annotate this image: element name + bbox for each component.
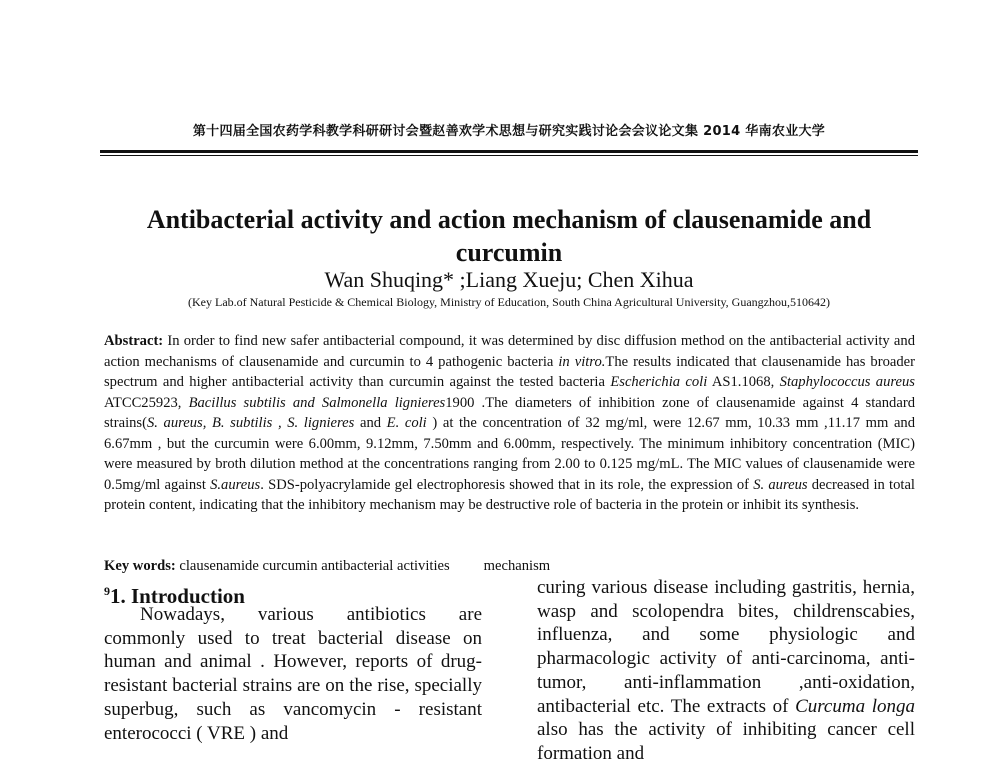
species-name: S. aureus, B. subtilis , S. lignieres xyxy=(146,415,355,431)
abstract xyxy=(104,331,915,516)
intro-paragraph xyxy=(537,576,915,766)
paper-authors: Wan Shuqing* ;Liang Xueju; Chen Xihua xyxy=(324,267,694,292)
abstract-text: In order to find new safer antibacterial compound, it was determined by disc diffusion method on the antibacterial activity and action mechanisms of clausenamide and curcumin to 4 pathogenic bacteria xyxy=(104,333,915,370)
intro-text: also has the activity of inhibiting cancer cell formation and xyxy=(537,719,915,764)
paper-affiliation: (Key Lab.of Natural Pesticide & Chemical Biology, Ministry of Education, South China Agricultural University, Guangzhou,510642) xyxy=(188,295,830,309)
abstract-label: Abstract: xyxy=(104,333,164,349)
intro-text: curing various disease including gastritis, hernia, wasp and scolopendra bites, childrenscabies, influenza, and some physiologic and pharmacologic activity of anti-carcinoma, anti-tumor, anti-inflammation ,anti-oxidation, antibacterial etc. The extracts of xyxy=(537,577,915,717)
abstract-text: The results indicated that clausenamide has broader spectrum and higher antibacterial activity than curcumin against the tested bacteria xyxy=(104,353,915,390)
abstract-text: ATCC25923, xyxy=(104,394,189,411)
keywords-text: clausenamide curcumin antibacterial activities xyxy=(175,558,450,574)
paper-title: Antibacterial activity and action mechanism of clausenamide and curcumin xyxy=(146,205,872,267)
running-header: 第十四届全国农药学科教学科研研讨会暨赵善欢学术思想与研究实践讨论会会议论文集 2014 华南农业大学 xyxy=(192,124,826,139)
species-name: Curcuma longa xyxy=(795,695,915,717)
species-name: Salmonella lignieres xyxy=(321,394,446,411)
abstract-text: decreased in total protein content, indicating that the inhibitory mechanism may be destructive role of bacteria in the protein or inhibit its synthesis. xyxy=(104,476,915,513)
header-rule-thick xyxy=(100,150,918,153)
column-right xyxy=(537,576,915,766)
abstract-text: . SDS-polyacrylamide gel electrophoresis showed that in its role, the expression of xyxy=(260,476,754,493)
column-left xyxy=(104,603,482,745)
keywords-text: mechanism xyxy=(483,558,551,574)
species-name: Escherichia coli xyxy=(610,374,708,390)
species-name: Bacillus subtilis xyxy=(188,394,286,411)
abstract-text: 1900 .The diameters of inhibition zone of clausenamide against 4 standard strains( xyxy=(104,394,915,431)
footnote-mark: 9 xyxy=(104,584,110,598)
keywords-label: Key words: xyxy=(104,558,176,574)
species-name: E. coli xyxy=(386,415,427,431)
intro-paragraph: Nowadays, various antibiotics are commonly used to treat bacterial disease on human and animal . However, reports of drug-resistant bacterial strains are on the rise, specially superbug, such as vancomycin - resistant enterococci ( VRE ) and xyxy=(104,604,482,744)
header-rule-thin xyxy=(100,155,918,156)
species-name: S. aureus xyxy=(753,476,808,493)
species-name: S.aureus xyxy=(210,476,261,493)
section-heading-text: 1. Introduction xyxy=(110,584,245,608)
species-name: Staphylococcus aureus xyxy=(779,374,915,390)
abstract-italic: in vitro. xyxy=(558,353,606,370)
abstract-text: and xyxy=(354,415,387,431)
abstract-text: AS1.1068, xyxy=(707,374,780,390)
keywords xyxy=(104,557,915,575)
abstract-text: ) at the concentration of 32 mg/ml, were 12.67 mm, 10.33 mm ,11.17 mm and 6.67mm , but the curcumin were 6.00mm, 9.12mm, 7.50mm and 6.00mm, respectively. The minimum inhibitory concentration (MIC) were measured by broth dilution method at the concentrations ranging from 2.00 to 0.125 mg/mL. The MIC values of clausenamide were 0.5mg/ml against xyxy=(104,415,916,493)
abstract-text: and xyxy=(285,394,322,411)
